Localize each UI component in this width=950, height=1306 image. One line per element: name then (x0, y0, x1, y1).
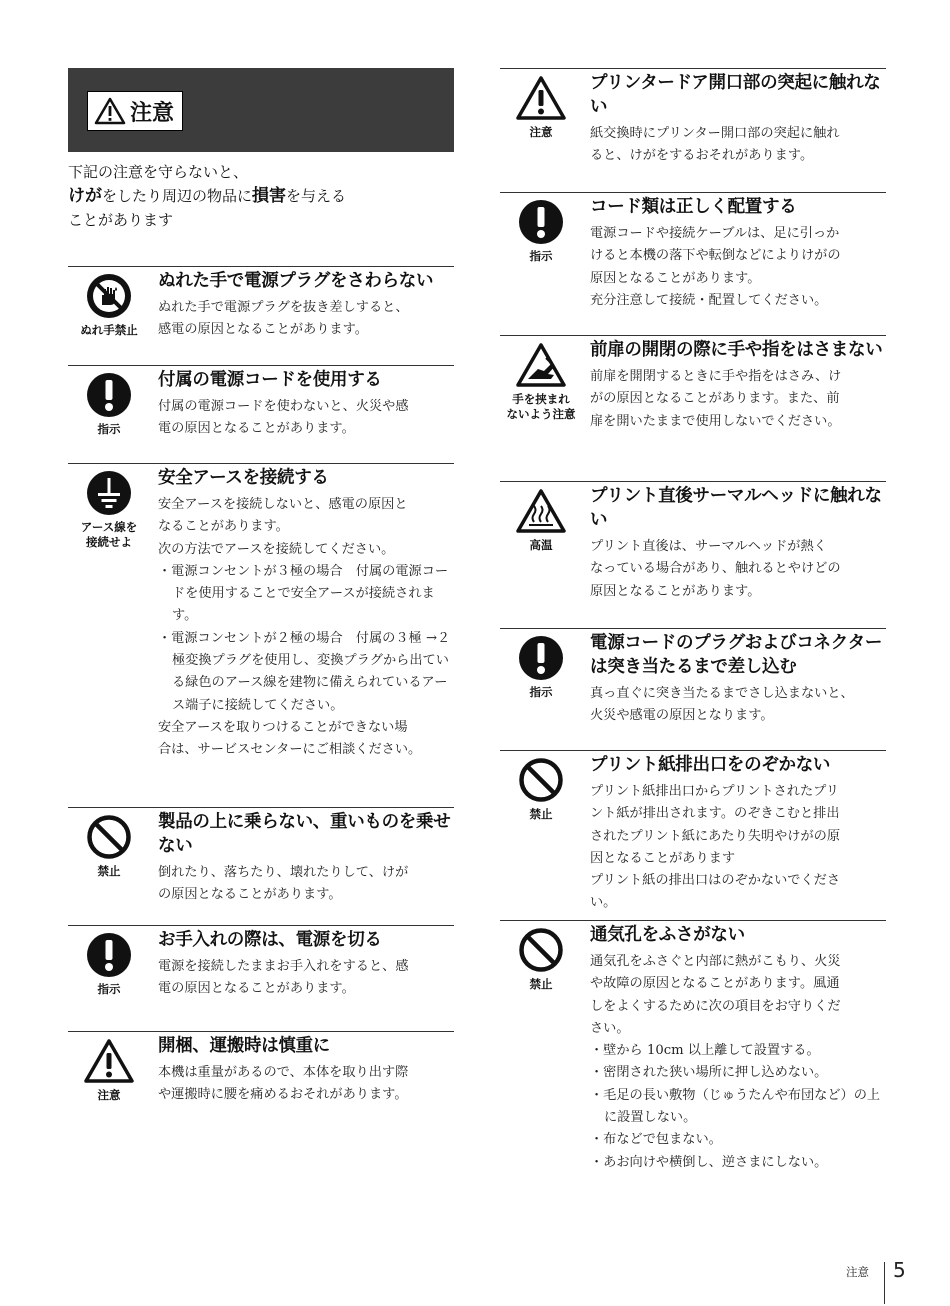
section-body (590, 921, 886, 1174)
intro-line-3: ことがあります (68, 211, 174, 229)
section-paragraph-line: 倒れたり、落ちたり、壊れたりして、けが (158, 865, 409, 880)
section-paragraph-line: されたプリント紙にあたり失明やけがの原 (590, 828, 841, 844)
section-title: ぬれた手で電源プラグをさわらない (158, 271, 434, 291)
section-title: 前扉の開閉の際に手や指をはさまない (590, 340, 883, 360)
section-paragraph-line: 電の原因となることがあります。 (158, 981, 355, 997)
section-paragraph-line: ント紙が排出されます。のぞきこむと排出 (590, 806, 840, 822)
section-body (158, 464, 454, 762)
section-text (590, 223, 886, 312)
section-paragraph-line: 火災や感電の原因となります。 (590, 708, 774, 724)
section-text (590, 683, 886, 728)
icon-label-line: 指示 (529, 685, 553, 699)
section-paragraph-line: 原因となることがあります。 (590, 270, 761, 286)
section-icon-cell (500, 342, 582, 422)
section-paragraph-line: 感電の原因となることがあります。 (158, 322, 368, 338)
section-icon-label (68, 1088, 150, 1103)
icon-label-line: 高温 (529, 538, 553, 552)
section-paragraph-line: 充分注意して接続・配置してください。 (590, 292, 828, 308)
section-title: プリント直後サーマルヘッドに触れない (590, 486, 882, 530)
section-paragraph-line: 本機は重量があるので、本体を取り出す際 (158, 1065, 409, 1080)
section-icon-cell (68, 1038, 150, 1103)
caution-section (68, 463, 454, 758)
finger-pinch-icon (500, 342, 582, 388)
section-icon-label (500, 685, 582, 700)
section-bullet-item: ・布などで包まない。 (590, 1132, 722, 1148)
section-icon-cell (68, 470, 150, 550)
section-paragraph-line: い。 (590, 895, 617, 911)
section-title: プリント紙排出口をのぞかない (590, 755, 831, 775)
section-icon-label (500, 807, 582, 822)
section-paragraph-line: 原因となることがあります。 (590, 583, 761, 599)
hot-surface-icon (500, 488, 582, 534)
wet-hand-prohibited-icon (68, 273, 150, 319)
icon-label-line: 接続せよ (86, 535, 132, 549)
section-body (590, 629, 886, 728)
caution-section (68, 365, 454, 437)
section-paragraph-line: 扉を開いたままで使用しないでください。 (590, 413, 841, 429)
icon-label-line: ないよう注意 (506, 407, 576, 421)
section-body (590, 69, 886, 168)
ground-connection-icon (68, 470, 150, 516)
section-paragraph-line: 紙交換時にプリンター開口部の突起に触れ (590, 126, 840, 141)
section-bullet-item: ・毛足の長い敷物（じゅうたんや布団など）の上に設置しない。 (590, 1087, 881, 1126)
section-title: 開梱、運搬時は慎重に (158, 1036, 330, 1056)
caution-section (500, 920, 886, 1170)
icon-label-line: 禁止 (529, 807, 553, 821)
section-title: お手入れの際は、電源を切る (158, 930, 382, 950)
caution-section (68, 925, 454, 997)
intro-word-injury: けが (68, 186, 102, 206)
section-paragraph-line: 安全アースを取りつけることができない場 (158, 719, 408, 735)
section-icon-label (500, 125, 582, 140)
section-icon-label (68, 864, 150, 879)
mandatory-instruction-icon (68, 372, 150, 418)
section-body (590, 336, 886, 433)
section-text (590, 951, 886, 1174)
section-text (590, 781, 886, 915)
section-body (158, 926, 454, 1001)
warning-triangle-icon (94, 97, 126, 125)
section-paragraph-line: 真っ直ぐに突き当たるまでさし込まないと、 (590, 686, 854, 701)
section-body (158, 366, 454, 441)
section-paragraph-line: 電源を接続したままお手入れをすると、感 (158, 959, 409, 974)
icon-label-line: 指示 (97, 982, 121, 996)
page-number: 5 (893, 1258, 906, 1282)
section-icon-cell (68, 932, 150, 997)
section-text (158, 297, 454, 342)
section-icon-label (68, 982, 150, 997)
section-text (158, 862, 454, 907)
section-paragraph-line: 付属の電源コードを使わないと、火災や感 (158, 399, 409, 414)
section-title: プリンタードア開口部の突起に触れない (590, 73, 881, 117)
intro-word-damage: 損害 (252, 186, 287, 206)
caution-section (68, 1031, 454, 1103)
caution-banner-box (88, 92, 182, 130)
section-title: 付属の電源コードを使用する (158, 370, 382, 390)
section-text (158, 396, 454, 441)
section-icon-label (500, 249, 582, 264)
section-bullet-item: ・壁から 10cm 以上離して設置する。 (590, 1043, 820, 1059)
caution-section (500, 481, 886, 599)
intro-line-2-end: を与える (286, 187, 347, 205)
section-icon-cell (500, 757, 582, 822)
section-icon-label (68, 422, 150, 437)
icon-label-line: 手を挟まれ (512, 392, 570, 406)
section-paragraph-line: 電源コードや接続ケーブルは、足に引っか (590, 226, 840, 241)
section-icon-cell (68, 814, 150, 879)
mandatory-instruction-icon (68, 932, 150, 978)
caution-section (500, 335, 886, 429)
section-paragraph-line: ると、けがをするおそれがあります。 (590, 148, 814, 164)
section-text (158, 956, 454, 1001)
intro-line-2 (68, 184, 454, 208)
section-icon-label (68, 520, 150, 550)
section-paragraph-line: しをよくするために次の項目をお守りくだ (590, 998, 841, 1014)
section-paragraph-line: や故障の原因となることがあります。風通 (590, 976, 840, 992)
section-paragraph-line: けると本機の落下や転倒などによりけがの (590, 248, 841, 264)
section-text (590, 536, 886, 603)
section-bullet-item: ・密閉された狭い場所に押し込めない。 (590, 1065, 828, 1081)
section-paragraph-line: や運搬時に腰を痛めるおそれがあります。 (158, 1087, 408, 1103)
caution-icon (68, 1038, 150, 1084)
section-icon-label (68, 323, 150, 338)
section-paragraph-line: プリント紙の排出口はのぞかないでくださ (590, 873, 841, 889)
section-paragraph-line: なることがあります。 (158, 519, 289, 535)
section-icon-cell (500, 199, 582, 264)
caution-section (500, 192, 886, 308)
section-text (158, 1062, 454, 1107)
icon-label-line: 注意 (97, 1088, 121, 1102)
section-title: 通気孔をふさがない (590, 925, 745, 945)
section-paragraph-line: さい。 (590, 1020, 630, 1036)
section-title: コード類は正しく配置する (590, 197, 797, 217)
section-icon-cell (500, 635, 582, 700)
footer-section-label: 注意 (846, 1265, 869, 1279)
section-icon-cell (500, 488, 582, 553)
section-paragraph-line: 前扉を開閉するときに手や指をはさみ、け (590, 369, 842, 384)
section-title: 製品の上に乗らない、重いものを乗せない (158, 812, 451, 856)
section-icon-cell (500, 927, 582, 992)
section-bullet-item: ・あお向けや横倒し、逆さまにしない。 (590, 1154, 828, 1170)
section-text (158, 494, 454, 762)
caution-icon (500, 75, 582, 121)
section-paragraph-line: 通気孔をふさぐと内部に熱がこもり、火災 (590, 954, 841, 969)
section-icon-cell (68, 372, 150, 437)
section-body (158, 267, 454, 342)
icon-label-line: 禁止 (97, 864, 121, 878)
section-bullet-item: ・電源コンセントが２極の場合 付属の３極 →２極変換プラグを使用し、変換プラグから出ている緑色のアース線を建物に備えられているアース端子に接続してください。 (158, 630, 451, 713)
caution-section (500, 68, 886, 164)
caution-section (500, 750, 886, 911)
section-paragraph-line: 因となることがあります (590, 850, 736, 866)
prohibited-icon (68, 814, 150, 860)
section-text (590, 123, 886, 168)
section-paragraph-line: がの原因となることがあります。また、前 (590, 391, 840, 407)
icon-label-line: 注意 (529, 125, 553, 139)
section-paragraph-line: ぬれた手で電源プラグを抜き差しすると、 (158, 300, 409, 315)
section-paragraph-line: プリント紙排出口からプリントされたプリ (590, 784, 839, 799)
section-icon-label (500, 538, 582, 553)
icon-label-line: 禁止 (529, 977, 553, 991)
prohibited-icon (500, 757, 582, 803)
section-icon-label (500, 977, 582, 992)
section-title: 電源コードのプラグおよびコネクターは突き当たるまで差し込む (590, 633, 883, 677)
section-paragraph-line: の原因となることがあります。 (158, 887, 342, 903)
section-body (590, 193, 886, 312)
section-icon-label (500, 392, 582, 422)
caution-section (500, 628, 886, 724)
section-paragraph-line: 安全アースを接続しないと、感電の原因と (158, 497, 408, 512)
prohibited-icon (500, 927, 582, 973)
mandatory-instruction-icon (500, 635, 582, 681)
section-body (158, 808, 454, 907)
icon-label-line: 指示 (97, 422, 121, 436)
section-paragraph-line: プリント直後は、サーマルヘッドが熱く (590, 539, 827, 554)
mandatory-instruction-icon (500, 199, 582, 245)
section-text (590, 366, 886, 433)
banner-title: 注意 (130, 100, 175, 126)
section-paragraph-line: 次の方法でアースを接続してください。 (158, 541, 395, 557)
caution-section (68, 807, 454, 903)
section-icon-cell (500, 75, 582, 140)
icon-label-line: アース線を (80, 520, 138, 534)
section-bullet-item: ・電源コンセントが３極の場合 付属の電源コードを使用することで安全アースが接続されます。 (158, 563, 449, 624)
intro-line-1: 下記の注意を守らないと、 (68, 163, 249, 181)
footer-divider (884, 1262, 885, 1304)
section-body (158, 1032, 454, 1107)
icon-label-line: 指示 (529, 249, 553, 263)
icon-label-line: ぬれ手禁止 (80, 323, 138, 337)
intro-text (68, 160, 454, 232)
caution-section (68, 266, 454, 338)
section-body (590, 482, 886, 603)
section-paragraph-line: なっている場合があり、触れるとやけどの (590, 561, 841, 577)
section-icon-cell (68, 273, 150, 338)
section-paragraph-line: 電の原因となることがあります。 (158, 421, 355, 437)
caution-banner (68, 68, 454, 152)
intro-line-2-mid: をしたり周辺の物品に (102, 187, 253, 205)
section-paragraph-line: 合は、サービスセンターにご相談ください。 (158, 742, 422, 758)
section-title: 安全アースを接続する (158, 468, 329, 488)
section-body (590, 751, 886, 915)
